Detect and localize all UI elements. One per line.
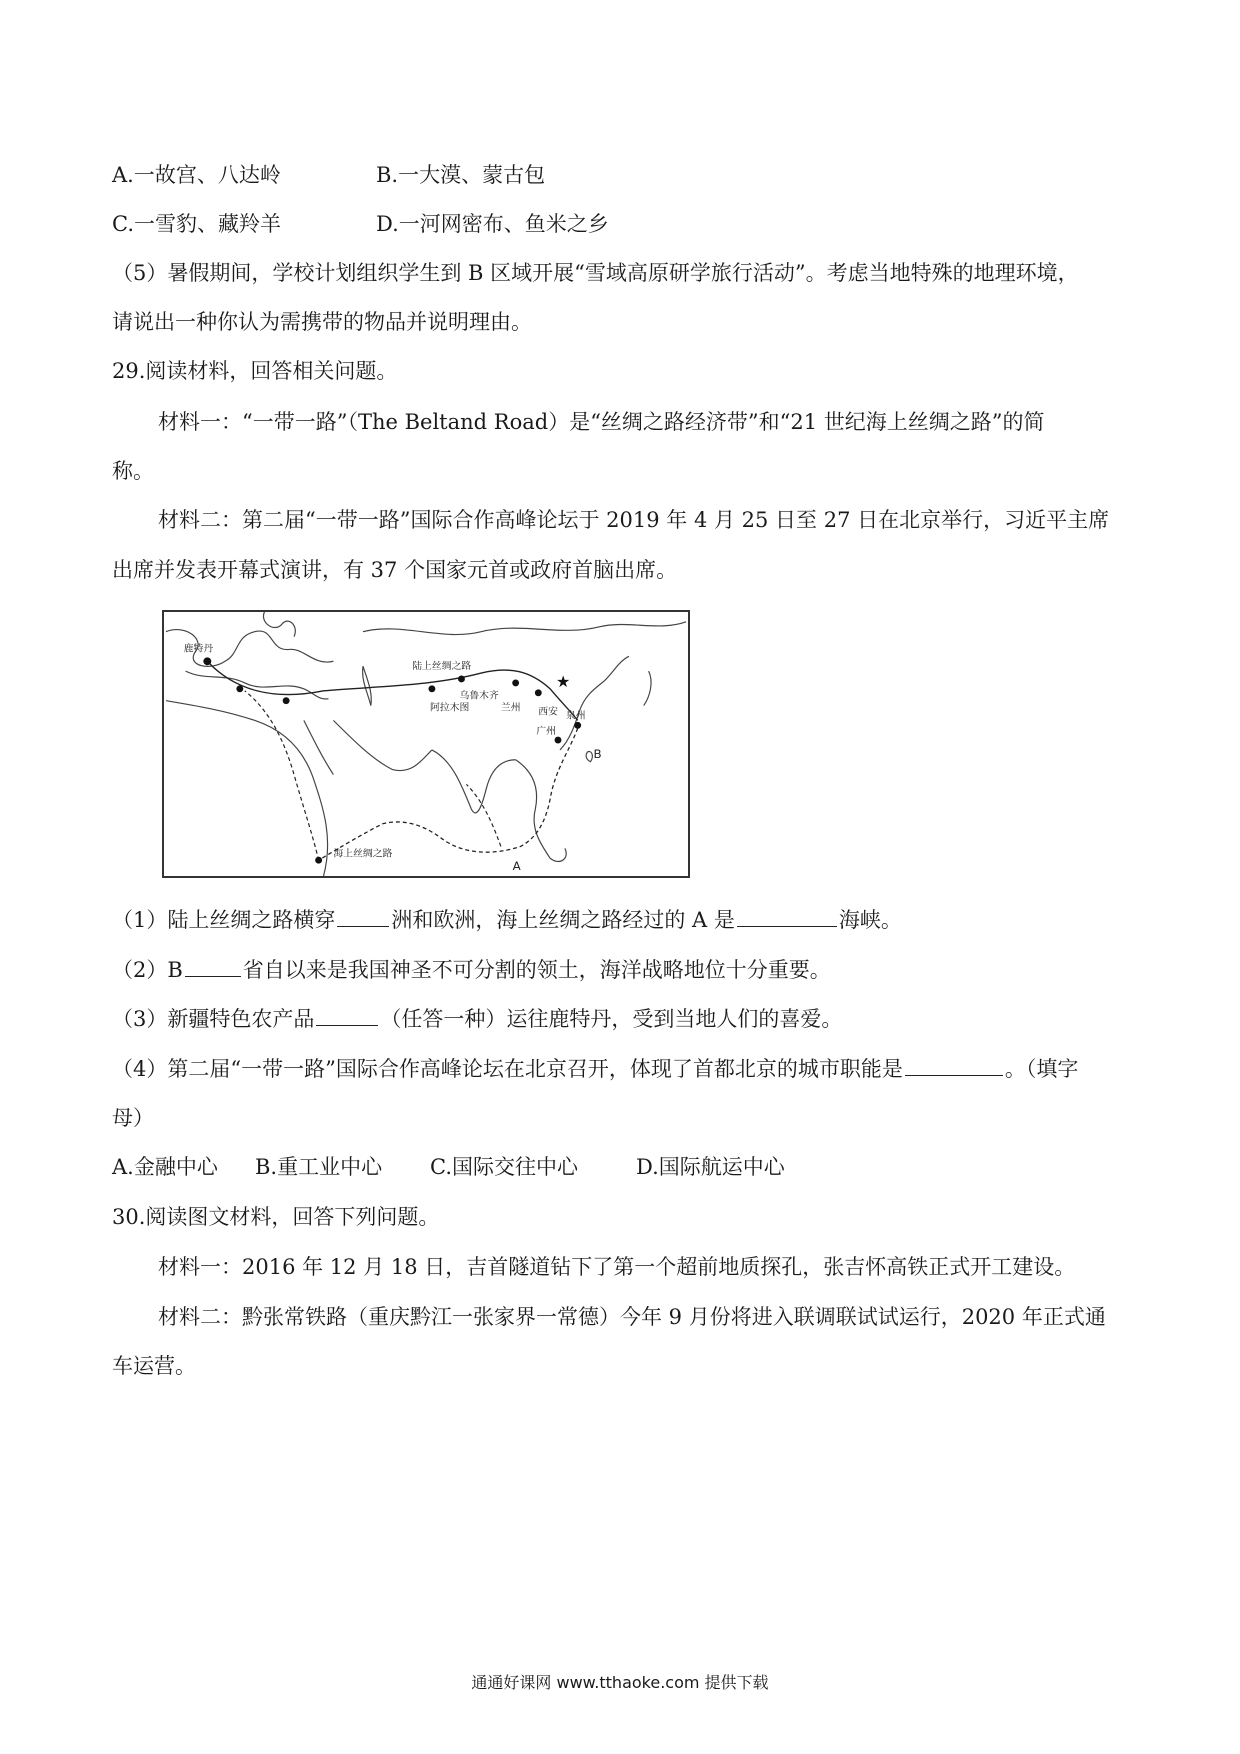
map-label-rotterdam: 鹿特丹	[183, 643, 214, 655]
q29-q4-blank[interactable]	[905, 1055, 1003, 1076]
istanbul-marker	[283, 697, 290, 704]
q29-q3-part-a: （3）新疆特色农产品	[112, 1007, 315, 1031]
map-label-lanzhou: 兰州	[500, 702, 521, 714]
q29-question4-line1	[112, 1054, 1078, 1084]
q29-q1-part-b: 洲和欧洲，海上丝绸之路经过的 A 是	[391, 908, 735, 932]
q29-q3-blank[interactable]	[316, 1005, 378, 1026]
q30-title: 30.阅读图文材料，回答下列问题。	[112, 1205, 440, 1229]
beijing-star-icon: ★	[556, 671, 571, 691]
q28-option-d: D.一河网密布、鱼米之乡	[376, 212, 609, 236]
map-label-a: A	[512, 859, 521, 874]
india-coast	[432, 750, 516, 813]
arabia-coast	[333, 720, 432, 770]
china-coast	[560, 656, 629, 750]
japan	[644, 671, 651, 705]
q28-part5-line2: 请说出一种你认为需携带的物品并说明理由。	[112, 310, 532, 334]
q29-question1	[112, 905, 902, 935]
q28-part5-line1: （5）暑假期间，学校计划组织学生到 B 区域开展“雪域高原研学旅行活动”。考虑当地特殊的地理环境，	[112, 261, 1079, 285]
map-label-almaty: 阿拉木图	[429, 702, 470, 714]
q30-material2-line2: 车运营。	[112, 1354, 196, 1378]
aden-marker	[315, 857, 322, 864]
silk-road-map-svg	[164, 612, 688, 876]
urumqi-marker	[458, 676, 465, 683]
q29-q2-part-b: 省自以来是我国神圣不可分割的领土，海洋战略地位十分重要。	[242, 958, 831, 982]
q30-material1: 材料一：2016 年 12 月 18 日，吉首隧道钻下了第一个超前地质探孔，张吉怀高铁正式开工建设。	[158, 1255, 1076, 1279]
q29-question3	[112, 1004, 842, 1034]
rotterdam-marker	[203, 657, 211, 665]
q30-material2-line1: 材料二：黔张常铁路（重庆黔江一张家界一常德）今年 9 月份将进入联调联试试运行，2020 年正式通	[158, 1305, 1106, 1329]
q29-option-b: B.重工业中心	[255, 1155, 383, 1179]
q29-title: 29.阅读材料，回答相关问题。	[112, 359, 398, 383]
q29-q2-part-a: （2）B	[112, 958, 183, 982]
q29-q4-part-a: （4）第二届“一带一路”国际合作高峰论坛在北京召开，体现了首都北京的城市职能是	[112, 1057, 903, 1081]
q29-option-d: D.国际航运中心	[636, 1155, 785, 1179]
q29-material1-line2: 称。	[112, 459, 154, 483]
maritime-branch-india	[466, 784, 500, 846]
map-label-quanzhou: 泉州	[565, 710, 586, 722]
africa-coast	[166, 701, 328, 876]
page-footer: 通通好课网 www.tthaoke.com 提供下载	[471, 1673, 769, 1692]
map-label-land-route: 陆上丝绸之路	[412, 661, 472, 673]
q28-option-b: B.一大漠、蒙古包	[376, 163, 546, 187]
quanzhou-marker	[574, 722, 581, 729]
q29-question2	[112, 955, 831, 985]
caspian-sea	[363, 666, 372, 705]
taiwan-outline	[586, 751, 592, 761]
land-silk-road-route	[207, 661, 577, 720]
q29-q1-blank-1[interactable]	[337, 906, 389, 927]
southeast-asia-coast	[516, 760, 567, 862]
xian-marker	[535, 689, 542, 696]
mediterranean-coast	[186, 671, 329, 699]
q29-q1-blank-2[interactable]	[737, 906, 837, 927]
europe-waypoint-marker	[236, 685, 243, 692]
q29-option-c: C.国际交往中心	[430, 1155, 578, 1179]
q29-q1-part-a: （1）陆上丝绸之路横穿	[112, 908, 336, 932]
russia-coast	[363, 622, 686, 635]
map-label-sea-route: 海上丝绸之路	[333, 848, 393, 860]
map-label-b: B	[593, 746, 602, 761]
almaty-marker	[428, 685, 435, 692]
guangzhou-marker	[555, 737, 562, 744]
q29-material2-line1: 材料二：第二届“一带一路”国际合作高峰论坛于 2019 年 4 月 25 日至 27 日在北京举行，习近平主席	[158, 508, 1110, 532]
maritime-branch-europe	[245, 691, 319, 860]
silk-road-map	[162, 610, 690, 878]
map-label-guangzhou: 广州	[536, 726, 557, 738]
q29-q1-part-c: 海峡。	[838, 908, 902, 932]
q29-q2-blank[interactable]	[185, 956, 241, 977]
q29-q3-part-b: （任答一种）运往鹿特丹，受到当地人们的喜爱。	[380, 1007, 843, 1031]
q29-material1-line1: 材料一：“一带一路”（The Beltand Road）是“丝绸之路经济带”和“21 世纪海上丝绸之路”的简	[158, 410, 1045, 434]
map-label-urumqi: 乌鲁木齐	[459, 690, 499, 702]
q29-q4-part-b: 。（填字	[1004, 1057, 1079, 1081]
q29-material2-line2: 出席并发表开幕式演讲，有 37 个国家元首或政府首脑出席。	[112, 558, 678, 582]
scandinavia-coast	[263, 612, 295, 637]
q28-option-a: A.一故宫、八达岭	[112, 163, 281, 187]
q29-question4-line2: 母）	[112, 1106, 154, 1130]
map-label-xian: 西安	[538, 706, 559, 718]
q29-option-a: A.金融中心	[112, 1155, 218, 1179]
lanzhou-marker	[512, 679, 519, 686]
q28-option-c: C.一雪豹、藏羚羊	[112, 212, 281, 236]
